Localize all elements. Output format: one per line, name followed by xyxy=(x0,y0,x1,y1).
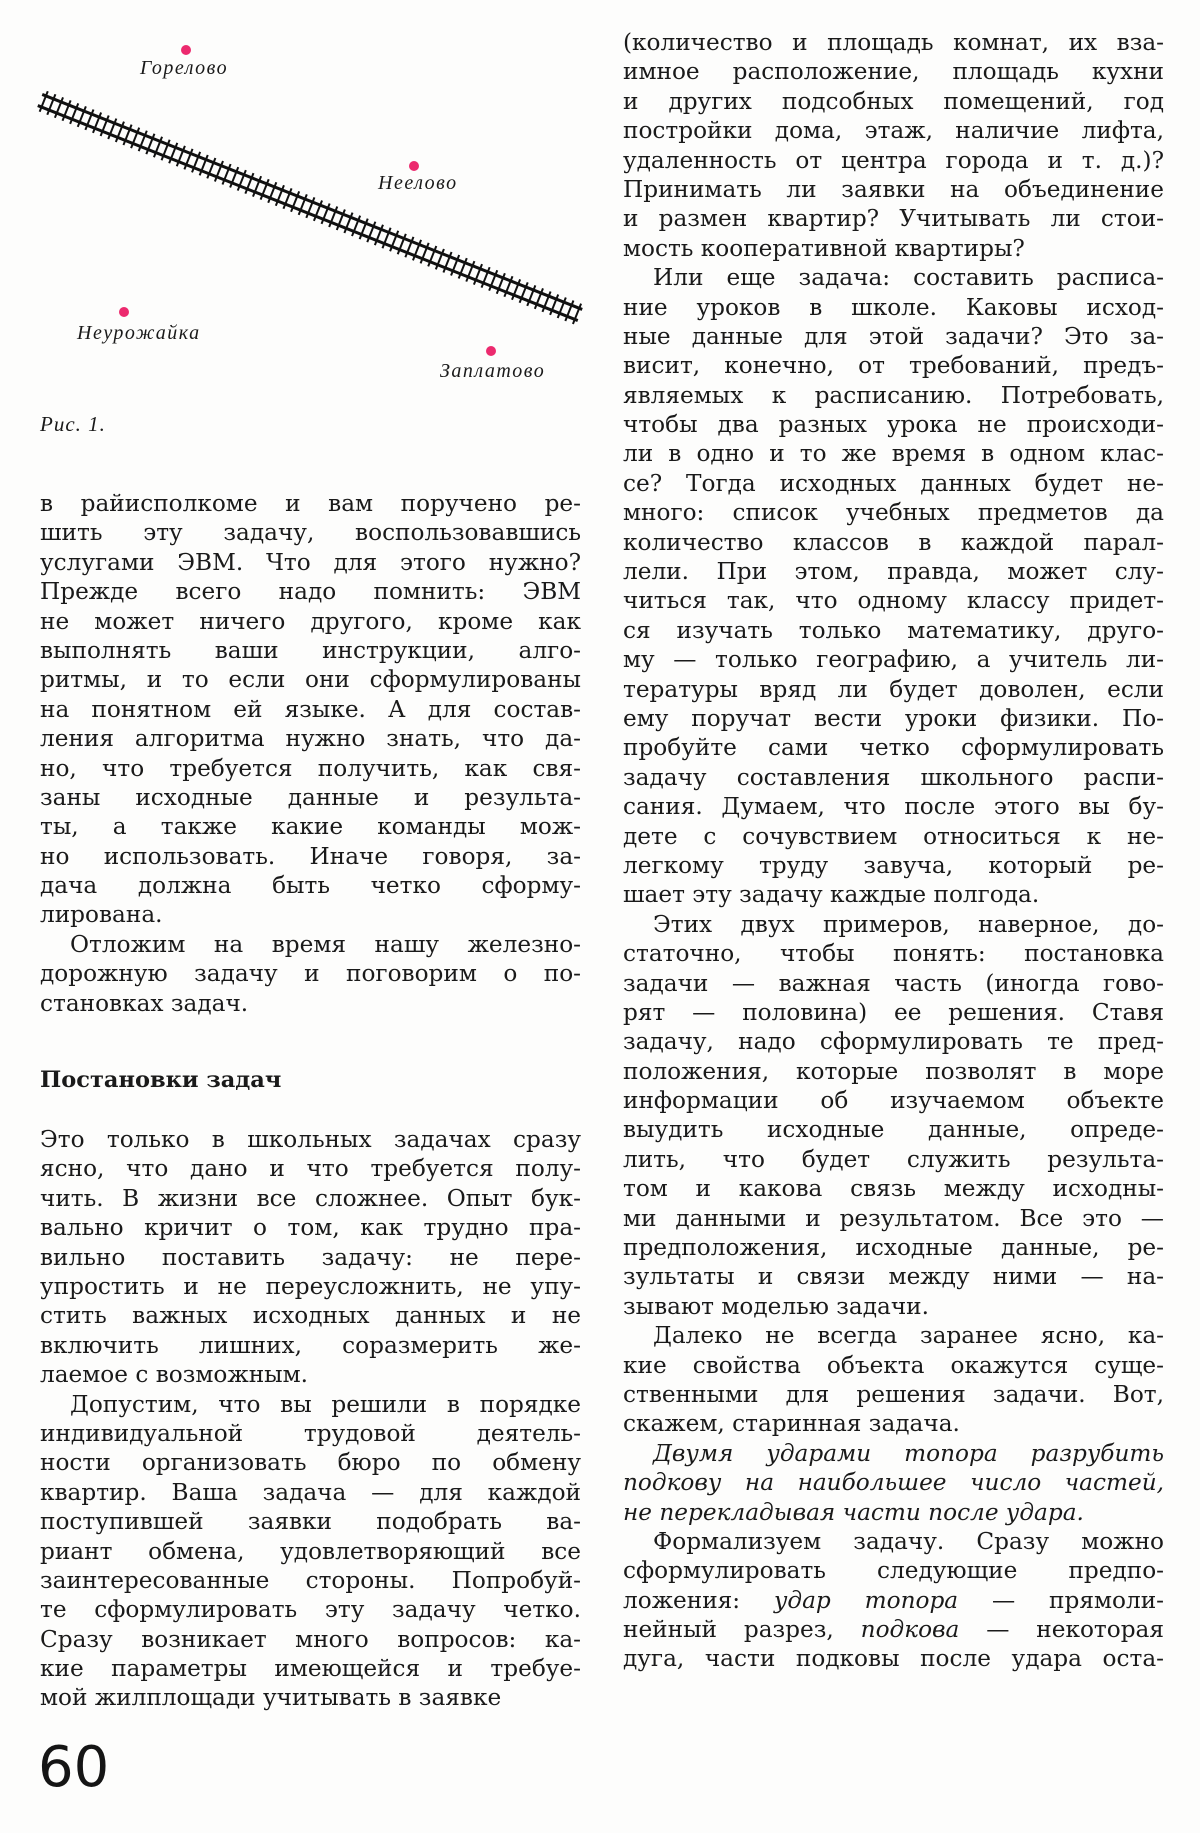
text-line: не перекладывая части после удара. xyxy=(623,1498,1084,1526)
text-line: Принимать ли заявки на объединение xyxy=(623,175,1164,203)
left-column xyxy=(40,489,581,1713)
text-line: стить важных исходных данных и не xyxy=(40,1302,581,1330)
text-line: выудить исходные данные, опреде- xyxy=(623,1116,1164,1144)
text-fragment: — некоторая xyxy=(959,1616,1164,1644)
text-line: заны исходные данные и результа- xyxy=(40,783,581,811)
town-label-zaplatovo: Заплатово xyxy=(440,360,546,382)
text-fragment: ложения: xyxy=(623,1586,774,1614)
text-line: задачу, надо сформулировать те пред- xyxy=(623,1028,1164,1056)
text-fragment: — прямоли- xyxy=(958,1586,1164,1614)
town-marker-neurozhaika xyxy=(119,307,129,317)
text-line: дуга, части подковы после удара оста- xyxy=(623,1645,1164,1673)
text-line: Или еще задача: составить расписа- xyxy=(653,264,1164,292)
paragraph xyxy=(623,1321,1164,1439)
text-line: (количество и площадь комнат, их вза- xyxy=(623,29,1164,56)
text-line: шает эту задачу каждые полгода. xyxy=(623,881,1040,909)
town-marker-gorelovo xyxy=(181,45,191,55)
text-line: информации об изучаемом объекте xyxy=(623,1087,1164,1115)
text-line: Формализуем задачу. Сразу можно xyxy=(653,1527,1164,1555)
text-line: му — только географию, а учитель ли- xyxy=(623,646,1164,674)
text-line: и других подсобных помещений, год xyxy=(623,87,1164,115)
text-line: включить лишних, соразмерить же- xyxy=(40,1331,581,1359)
text-line: чтобы два разных урока не происходи- xyxy=(623,411,1164,439)
paragraph xyxy=(40,1390,581,1713)
text-line: являемых к расписанию. Потребовать, xyxy=(623,381,1164,409)
paragraph xyxy=(623,1527,1164,1674)
text-line: том и какова связь между исходны- xyxy=(623,1175,1164,1203)
text-line: зультаты и связи между ними — на- xyxy=(623,1263,1164,1291)
text-line: скажем, старинная задача. xyxy=(623,1410,960,1438)
text-line: ему поручат вести уроки физики. По- xyxy=(623,704,1164,732)
text-line: ные данные для этой задачи? Это за- xyxy=(623,322,1164,350)
paragraph xyxy=(40,489,581,930)
text-line: читься так, что одному классу придет- xyxy=(623,587,1164,615)
text-line: задачи — важная часть (иногда гово- xyxy=(623,969,1164,997)
text-line: Сразу возникает много вопросов: ка- xyxy=(40,1625,581,1653)
text-line: дача должна быть четко сформу- xyxy=(40,872,581,900)
text-line: чить. В жизни все сложнее. Опыт бук- xyxy=(40,1184,581,1212)
text-line: ся изучать только математику, друго- xyxy=(623,616,1164,644)
text-fragment: сформулировать следующие предпо- xyxy=(623,1557,1164,1585)
text-line: тературы вряд ли будет доволен, если xyxy=(623,675,1164,703)
text-line: статочно, чтобы понять: постановка xyxy=(623,940,1164,968)
text-line: се? Тогда исходных данных будет не- xyxy=(623,469,1164,497)
text-line: задачу составления школьного распи- xyxy=(623,763,1164,791)
text-line: подкову на наибольшее число частей, xyxy=(623,1469,1164,1497)
text-line: кие свойства объекта окажутся суще- xyxy=(623,1351,1164,1379)
text-line: в райисполкоме и вам поручено ре- xyxy=(40,490,581,517)
text-line xyxy=(623,1615,1164,1644)
town-label-neelovo: Неелово xyxy=(378,172,458,194)
italic-problem-statement xyxy=(623,1439,1164,1527)
text-line: Отложим на время нашу железно- xyxy=(70,930,581,958)
text-line xyxy=(623,1586,1164,1615)
text-line: предположения, исходные данные, ре- xyxy=(623,1234,1164,1262)
text-line: поступившей заявки подобрать ва- xyxy=(40,1508,581,1536)
text-line: риант обмена, удовлетворяющий все xyxy=(40,1537,581,1565)
text-line: ли в одно и то же время в одном клас- xyxy=(623,440,1164,468)
text-line: пробуйте сами четко сформулировать xyxy=(623,734,1164,762)
text-line: положения, которые позволят в море xyxy=(623,1057,1164,1085)
text-line: упростить и не переусложнить, не упу- xyxy=(40,1272,581,1300)
text-line: легкому труду завуча, который ре- xyxy=(623,851,1164,879)
text-line: висит, конечно, от требований, предъ- xyxy=(623,352,1164,380)
text-line: удаленность от центра города и т. д.)? xyxy=(623,146,1164,174)
text-line: лаемое с возможным. xyxy=(40,1361,309,1389)
text-line: кие параметры имеющейся и требуе- xyxy=(40,1655,581,1683)
text-line: имное расположение, площадь кухни xyxy=(623,58,1164,86)
text-fragment: нейный разрез, xyxy=(623,1616,861,1644)
section-heading: Постановки задач xyxy=(40,1067,282,1094)
right-column xyxy=(623,28,1164,1674)
text-line: Прежде всего надо помнить: ЭВМ xyxy=(40,578,581,606)
text-line: Двумя ударами топора разрубить xyxy=(653,1439,1164,1467)
text-line: но использовать. Иначе говоря, за- xyxy=(40,842,581,870)
text-line: вильно поставить задачу: не пере- xyxy=(40,1243,581,1271)
town-marker-zaplatovo xyxy=(486,346,496,356)
text-line xyxy=(623,1556,1164,1585)
text-line: постройки дома, этаж, наличие лифта, xyxy=(623,117,1164,145)
text-line: зывают моделью задачи. xyxy=(623,1292,930,1320)
text-line: квартир. Ваша задача — для каждой xyxy=(40,1478,581,1506)
paragraph xyxy=(40,1125,581,1390)
text-line: Это только в школьных задачах сразу xyxy=(40,1126,581,1154)
page-number: 60 xyxy=(38,1735,110,1800)
paragraph xyxy=(623,910,1164,1321)
text-line: услугами ЭВМ. Что для этого нужно? xyxy=(40,548,581,576)
town-marker-neelovo xyxy=(409,161,419,171)
text-line: дорожную задачу и поговорим о по- xyxy=(40,960,581,988)
text-line: ми данными и результатом. Все это — xyxy=(623,1204,1164,1232)
text-line: много: список учебных предметов да xyxy=(623,499,1164,527)
text-line: Далеко не всегда заранее ясно, ка- xyxy=(653,1322,1164,1350)
text-line: заинтересованные стороны. Попробуй- xyxy=(40,1566,581,1594)
text-line: лели. При этом, правда, может слу- xyxy=(623,558,1164,586)
railway-track-icon xyxy=(38,91,582,324)
text-line: вально кричит о том, как трудно пра- xyxy=(40,1214,581,1242)
text-line: ние уроков в школе. Каковы исход- xyxy=(623,293,1164,321)
emphasis-term: подкова xyxy=(860,1616,960,1644)
text-line: Допустим, что вы решили в порядке xyxy=(70,1390,581,1418)
paragraph xyxy=(623,263,1164,910)
text-line: ственными для решения задачи. Вот, xyxy=(623,1380,1164,1408)
text-line: шить эту задачу, воспользовавшись xyxy=(40,519,581,547)
text-line: ритмы, и то если они сформулированы xyxy=(40,666,581,694)
paragraph xyxy=(623,28,1164,263)
emphasis-term: удар топора xyxy=(773,1586,959,1614)
text-line: выполнять ваши инструкции, алго- xyxy=(40,636,581,664)
text-line: на понятном ей языке. А для состав- xyxy=(40,695,581,723)
text-line: индивидуальной трудовой деятель- xyxy=(40,1419,581,1447)
text-line: те сформулировать эту задачу четко. xyxy=(40,1596,581,1624)
text-line: ности организовать бюро по обмену xyxy=(40,1449,581,1477)
text-line: Этих двух примеров, наверное, до- xyxy=(653,910,1164,938)
text-line: становках задач. xyxy=(40,989,249,1017)
text-line: сания. Думаем, что после этого вы бу- xyxy=(623,793,1164,821)
text-line: лить, что будет служить результа- xyxy=(623,1145,1164,1173)
text-line: мость кооперативной квартиры? xyxy=(623,234,1025,262)
paragraph xyxy=(40,930,581,1018)
town-label-neurozhaika: Неурожайка xyxy=(77,322,201,344)
text-line: лирована. xyxy=(40,901,163,929)
text-line: но, что требуется получить, как свя- xyxy=(40,754,581,782)
text-line: дете с сочувствием относиться к не- xyxy=(623,822,1164,850)
figure-caption: Рис. 1. xyxy=(40,412,106,436)
text-line: ты, а также какие команды мож- xyxy=(40,813,581,841)
text-line: ления алгоритма нужно знать, что да- xyxy=(40,725,581,753)
text-line: и размен квартир? Учитывать ли стои- xyxy=(623,205,1164,233)
text-line: мой жилплощади учитывать в заявке xyxy=(40,1684,502,1712)
text-line: ясно, что дано и что требуется полу- xyxy=(40,1155,581,1183)
text-line: рят — половина) ее решения. Ставя xyxy=(623,998,1164,1026)
text-line: не может ничего другого, кроме как xyxy=(40,607,581,635)
town-label-gorelovo: Горелово xyxy=(140,57,229,79)
text-line: количество классов в каждой парал- xyxy=(623,528,1164,556)
figure-railway-map xyxy=(0,0,600,450)
